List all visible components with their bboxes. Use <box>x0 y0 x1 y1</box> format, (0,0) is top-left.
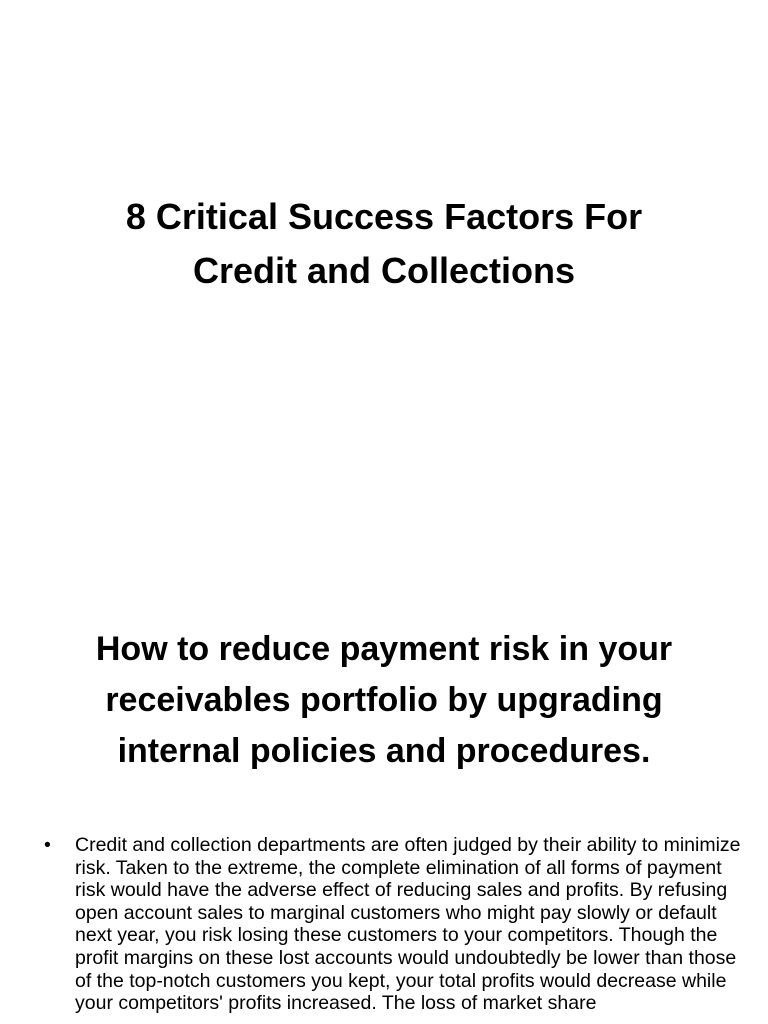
slide-title-line-1: 8 Critical Success Factors For <box>125 196 643 237</box>
slide-title-line-2: Credit and Collections <box>192 250 576 291</box>
bullet-item <box>44 834 744 1015</box>
content-slide <box>0 580 768 1024</box>
bullet-point-icon: • <box>44 834 51 856</box>
bullet-text: Credit and collection departments are often judged by their ability to minimize risk. Taken to the extreme, the complete elimination of all forms of payment risk would have the adverse effect of reducing sales and profits. By refusing open account sales to marginal customers who might pay slowly or default next year, you risk losing these customers to your competitors. Though the profit margins on these lost accounts would undoubtedly be lower than those of the top-notch customers you kept, your total profits would decrease while your competitors' profits increased. The loss of market share <box>75 834 741 1015</box>
slide-heading-line-1: How to reduce payment risk in your <box>95 630 673 668</box>
slide-heading-line-2: receivables portfolio by upgrading <box>105 681 663 719</box>
slide-title <box>0 190 768 298</box>
slide-heading-line-3: internal policies and procedures. <box>117 732 651 770</box>
bullet-list <box>44 834 744 1015</box>
slide-heading <box>20 624 748 777</box>
